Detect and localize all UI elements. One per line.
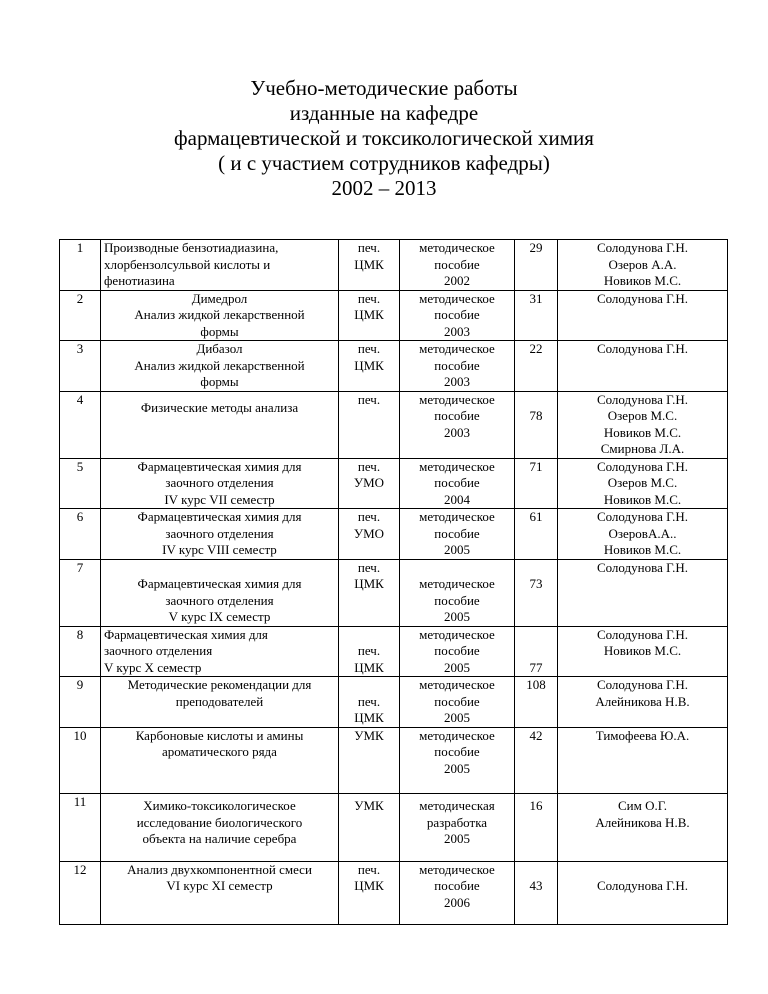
- authors-line: Алейникова Н.В.: [595, 814, 690, 830]
- work-title-line: ароматического ряда: [162, 744, 277, 759]
- work-title-line: IV курс VIII семестр: [162, 542, 277, 557]
- work-title-line: исследование биологического: [136, 814, 303, 830]
- page-count: [515, 861, 558, 924]
- work-title: [101, 793, 339, 861]
- row-number-line: 8: [76, 626, 84, 642]
- title-line-5: 2002 – 2013: [331, 176, 437, 200]
- authors: [558, 559, 728, 626]
- publication-type-line: УМК: [354, 727, 384, 743]
- work-kind-line: методическое: [419, 626, 495, 642]
- authors: [558, 290, 728, 341]
- authors-line: Новиков М.С.: [603, 273, 682, 288]
- authors-line: Новиков М.С.: [603, 542, 682, 557]
- row-number: [60, 559, 101, 626]
- work-title-line: Физические методы анализа: [140, 399, 299, 415]
- authors-line: Солодунова Г.Н.: [596, 626, 689, 642]
- work-title: [101, 677, 339, 728]
- work-kind: [400, 793, 515, 861]
- page-count-line: 61: [529, 509, 543, 524]
- publication-type: [339, 793, 400, 861]
- work-title: [101, 458, 339, 509]
- work-kind-line: 2005: [444, 542, 470, 557]
- publication-type-line: ЦМК: [354, 878, 384, 893]
- document-title: [0, 76, 768, 201]
- work-kind-line: пособие: [434, 643, 480, 658]
- work-title: [101, 626, 339, 677]
- row-number-line: 2: [76, 290, 84, 306]
- publication-type-line: печ.: [357, 693, 381, 709]
- row-number: [60, 793, 101, 861]
- work-kind-line: пособие: [434, 693, 480, 709]
- work-title-line: Карбоновые кислоты и амины: [135, 727, 304, 743]
- row-number-line: 6: [76, 509, 84, 524]
- publication-type-line: печ.: [357, 559, 381, 575]
- work-kind-line: пособие: [434, 525, 480, 541]
- page-count-line: 78: [529, 408, 543, 423]
- page-count-line: 43: [529, 878, 543, 893]
- work-kind-line: 2006: [444, 894, 470, 910]
- title-line-3: фармацевтической и токсикологической химия: [174, 126, 594, 150]
- table-row: [60, 341, 728, 392]
- table-row: [60, 290, 728, 341]
- work-kind-line: пособие: [434, 592, 480, 608]
- authors-line: ОзеровА.А..: [608, 525, 677, 541]
- publication-type-line: печ.: [357, 391, 381, 407]
- authors-line: Озеров А.А.: [608, 256, 677, 272]
- work-title-line: заочного отделения: [165, 475, 274, 490]
- table-row: [60, 458, 728, 509]
- work-kind: [400, 458, 515, 509]
- publication-type: [339, 559, 400, 626]
- page-count-line: 73: [529, 576, 543, 591]
- work-title-line: V курс IX семестр: [168, 609, 271, 624]
- row-number-line: 11: [73, 793, 87, 809]
- authors: [558, 240, 728, 291]
- work-kind-line: 2005: [444, 760, 470, 776]
- table-row: [60, 793, 728, 861]
- page-count: [515, 290, 558, 341]
- row-number-line: 1: [76, 240, 84, 255]
- work-kind-line: разработка: [426, 814, 488, 830]
- work-title-line: Анализ двухкомпонентной смеси: [127, 861, 312, 877]
- work-kind: [400, 559, 515, 626]
- authors-line: Новиков М.С.: [603, 491, 682, 507]
- page-count: [515, 509, 558, 560]
- work-kind-line: методическое: [419, 341, 495, 356]
- work-kind-line: пособие: [434, 256, 480, 272]
- publication-type-line: ЦМК: [354, 576, 384, 591]
- row-number: [60, 458, 101, 509]
- publication-type: [339, 458, 400, 509]
- work-title-line: преподователей: [175, 693, 264, 709]
- publication-type: [339, 626, 400, 677]
- row-number-line: 10: [73, 727, 87, 743]
- work-kind-line: 2005: [444, 710, 470, 725]
- row-number-line: 12: [73, 861, 87, 877]
- authors-line: Солодунова Г.Н.: [596, 290, 689, 306]
- work-title-line: Химико-токсикологическое: [143, 798, 296, 814]
- authors-line: Солодунова Г.Н.: [596, 240, 689, 255]
- work-kind-line: пособие: [434, 307, 480, 322]
- publication-type-line: ЦМК: [354, 710, 384, 725]
- authors: [558, 458, 728, 509]
- publication-type-line: ЦМК: [354, 256, 384, 272]
- title-line-4: ( и с участием сотрудников кафедры): [218, 151, 550, 175]
- authors: [558, 727, 728, 793]
- work-kind-line: 2005: [444, 831, 470, 847]
- work-title-line: Димедрол: [191, 290, 248, 306]
- authors-line: Солодунова Г.Н.: [596, 878, 689, 893]
- publication-type-line: печ.: [357, 861, 381, 877]
- work-kind: [400, 509, 515, 560]
- page-count: [515, 727, 558, 793]
- work-title: [101, 290, 339, 341]
- table-row: [60, 559, 728, 626]
- work-kind-line: 2003: [444, 424, 470, 440]
- authors: [558, 626, 728, 677]
- work-title-line: заочного отделения: [165, 592, 274, 608]
- publication-type: [339, 677, 400, 728]
- work-title-line: Фармацевтическая химия для: [137, 458, 302, 474]
- row-number: [60, 626, 101, 677]
- authors-line: Озеров М.С.: [607, 408, 678, 423]
- publication-type-line: ЦМК: [354, 659, 384, 675]
- work-title-line: Фармацевтическая химия для: [137, 509, 302, 524]
- title-line-1: Учебно-методические работы: [250, 76, 518, 100]
- page-count-line: 16: [529, 798, 543, 814]
- page-count-line: 22: [529, 341, 543, 356]
- table-row: [60, 509, 728, 560]
- work-title: [101, 559, 339, 626]
- work-title-line: формы: [200, 374, 239, 389]
- page-count-line: 29: [529, 240, 543, 255]
- page-count: [515, 391, 558, 458]
- authors-line: Солодунова Г.Н.: [596, 559, 689, 575]
- work-title-line: Анализ жидкой лекарственной: [134, 357, 305, 373]
- work-title-line: хлорбензолсульвой кислоты и: [104, 256, 271, 272]
- work-title-line: Методические рекомендации для: [127, 677, 312, 692]
- work-kind-line: методическая: [419, 798, 495, 814]
- table-row: [60, 861, 728, 924]
- works-table-body: [60, 240, 728, 925]
- work-title-line: Анализ жидкой лекарственной: [134, 307, 305, 322]
- work-kind-line: 2003: [444, 374, 470, 389]
- publication-type-line: ЦМК: [354, 307, 384, 322]
- work-kind: [400, 240, 515, 291]
- page-count-line: 108: [526, 677, 546, 692]
- work-kind-line: 2004: [444, 491, 470, 507]
- authors-line: Смирнова Л.А.: [600, 441, 685, 456]
- row-number: [60, 677, 101, 728]
- publication-type: [339, 861, 400, 924]
- work-title: [101, 240, 339, 291]
- work-title-line: IV курс VII семестр: [164, 491, 275, 507]
- work-title-line: Фармацевтическая химия для: [137, 576, 302, 591]
- page-count: [515, 626, 558, 677]
- work-title: [101, 509, 339, 560]
- publication-type-line: печ.: [357, 458, 381, 474]
- work-kind-line: методическое: [419, 727, 495, 743]
- work-kind: [400, 861, 515, 924]
- page-count: [515, 793, 558, 861]
- authors: [558, 861, 728, 924]
- page-count: [515, 458, 558, 509]
- work-kind-line: пособие: [434, 744, 480, 759]
- authors-line: Тимофеева Ю.А.: [595, 727, 690, 743]
- work-kind-line: методическое: [419, 576, 495, 591]
- authors: [558, 677, 728, 728]
- work-kind-line: 2003: [444, 323, 470, 339]
- work-kind-line: методическое: [419, 290, 495, 306]
- work-title-line: объекта на наличие серебра: [142, 831, 297, 847]
- publication-type-line: печ.: [357, 290, 381, 306]
- row-number: [60, 727, 101, 793]
- work-kind-line: 2002: [444, 273, 470, 288]
- authors-line: Солодунова Г.Н.: [596, 391, 689, 407]
- authors: [558, 341, 728, 392]
- table-row: [60, 391, 728, 458]
- work-kind-line: методическое: [419, 509, 495, 524]
- page-count-line: 42: [529, 727, 543, 743]
- work-title: [101, 861, 339, 924]
- work-title-line: заочного отделения: [104, 643, 213, 658]
- work-kind-line: методическое: [419, 861, 495, 877]
- work-kind: [400, 626, 515, 677]
- publication-type: [339, 727, 400, 793]
- authors: [558, 391, 728, 458]
- work-title-line: VI курс XI семестр: [166, 878, 273, 893]
- page-count: [515, 240, 558, 291]
- authors-line: Новиков М.С.: [603, 424, 682, 440]
- row-number: [60, 290, 101, 341]
- work-kind-line: методическое: [419, 458, 495, 474]
- row-number-line: 4: [76, 391, 84, 407]
- work-title-line: V курс X семестр: [104, 659, 202, 675]
- publication-type-line: УМК: [354, 798, 384, 814]
- authors: [558, 509, 728, 560]
- row-number: [60, 240, 101, 291]
- publication-type-line: печ.: [357, 643, 381, 658]
- work-kind: [400, 341, 515, 392]
- page-count: [515, 677, 558, 728]
- work-title-line: Производные бензотиадиазина,: [104, 240, 279, 255]
- publication-type: [339, 290, 400, 341]
- work-kind: [400, 391, 515, 458]
- work-kind-line: пособие: [434, 878, 480, 893]
- table-row: [60, 626, 728, 677]
- work-kind-line: методическое: [419, 677, 495, 692]
- publication-type-line: печ.: [357, 341, 381, 356]
- authors-line: Солодунова Г.Н.: [596, 677, 689, 692]
- authors-line: Алейникова Н.В.: [595, 693, 690, 709]
- work-kind-line: пособие: [434, 357, 480, 373]
- work-title-line: заочного отделения: [165, 525, 274, 541]
- work-kind-line: пособие: [434, 475, 480, 490]
- work-kind: [400, 727, 515, 793]
- work-title-line: Дибазол: [196, 341, 243, 356]
- authors-line: Озеров М.С.: [607, 475, 678, 490]
- publication-type-line: УМО: [353, 475, 385, 490]
- row-number-line: 3: [76, 341, 84, 356]
- row-number: [60, 391, 101, 458]
- publication-type-line: печ.: [357, 509, 381, 524]
- publication-type-line: ЦМК: [354, 357, 384, 373]
- page-count: [515, 341, 558, 392]
- page-count-line: 71: [529, 458, 543, 474]
- work-title: [101, 391, 339, 458]
- publication-type: [339, 240, 400, 291]
- work-kind-line: 2005: [444, 659, 470, 675]
- publication-type: [339, 509, 400, 560]
- row-number-line: 7: [76, 559, 84, 575]
- authors: [558, 793, 728, 861]
- table-row: [60, 240, 728, 291]
- table-row: [60, 677, 728, 728]
- work-title: [101, 341, 339, 392]
- work-kind-line: методическое: [419, 240, 495, 255]
- publication-type-line: УМО: [353, 525, 385, 541]
- page-count: [515, 559, 558, 626]
- work-kind-line: методическое: [419, 391, 495, 407]
- work-title-line: Фармацевтическая химия для: [104, 626, 268, 642]
- row-number-line: 9: [76, 677, 84, 692]
- work-kind-line: пособие: [434, 408, 480, 423]
- work-title: [101, 727, 339, 793]
- row-number: [60, 341, 101, 392]
- publication-type: [339, 341, 400, 392]
- work-kind: [400, 290, 515, 341]
- work-kind: [400, 677, 515, 728]
- authors-line: Сим О.Г.: [617, 798, 668, 814]
- table-row: [60, 727, 728, 793]
- publication-type: [339, 391, 400, 458]
- page-count-line: 31: [529, 290, 543, 306]
- work-title-line: формы: [200, 323, 239, 339]
- authors-line: Новиков М.С.: [603, 643, 682, 658]
- page-count-line: 77: [529, 659, 543, 675]
- publication-type-line: печ.: [357, 240, 381, 255]
- authors-line: Солодунова Г.Н.: [596, 458, 689, 474]
- row-number: [60, 861, 101, 924]
- title-line-2: изданные на кафедре: [289, 101, 479, 125]
- authors-line: Солодунова Г.Н.: [596, 509, 689, 524]
- row-number-line: 5: [76, 458, 84, 474]
- row-number: [60, 509, 101, 560]
- work-kind-line: 2005: [444, 609, 470, 624]
- authors-line: Солодунова Г.Н.: [596, 341, 689, 356]
- works-table: [59, 239, 728, 925]
- work-title-line: фенотиазина: [104, 273, 175, 288]
